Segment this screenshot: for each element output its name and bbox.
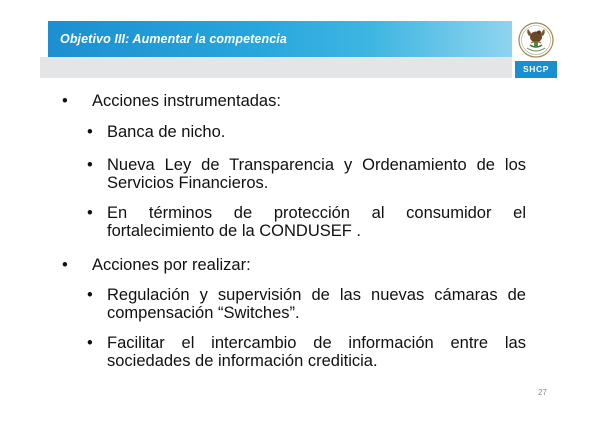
bullet-text: En términos de protección al consumidor el fortalecimiento de la CONDUSEF . (107, 204, 526, 240)
header-underband (40, 57, 512, 78)
bullet-text: Acciones por realizar: (92, 256, 251, 274)
bullet-text: Acciones instrumentadas: (92, 92, 281, 110)
bullet-text: Regulación y supervisión de las nuevas cámaras de compensación “Switches”. (107, 286, 526, 322)
mexican-coat-of-arms-icon (515, 19, 557, 61)
bullet-text: Banca de nicho. (107, 123, 226, 141)
shcp-badge: SHCP (515, 61, 557, 78)
bullet-text: Facilitar el intercambio de información entre las sociedades de información crediticia. (107, 334, 526, 370)
bullet-marker: • (62, 92, 68, 110)
bullet-marker: • (87, 156, 93, 174)
page-number: 27 (538, 388, 547, 397)
bullet-marker: • (87, 123, 93, 141)
bullet-marker: • (87, 204, 93, 222)
coat-of-arms-logo (515, 19, 557, 61)
bullet-marker: • (87, 334, 93, 352)
slide-title: Objetivo III: Aumentar la competencia (60, 32, 287, 46)
bullet-marker: • (62, 256, 68, 274)
bullet-marker: • (87, 286, 93, 304)
bullet-text: Nueva Ley de Transparencia y Ordenamiento de los Servicios Financieros. (107, 156, 526, 192)
